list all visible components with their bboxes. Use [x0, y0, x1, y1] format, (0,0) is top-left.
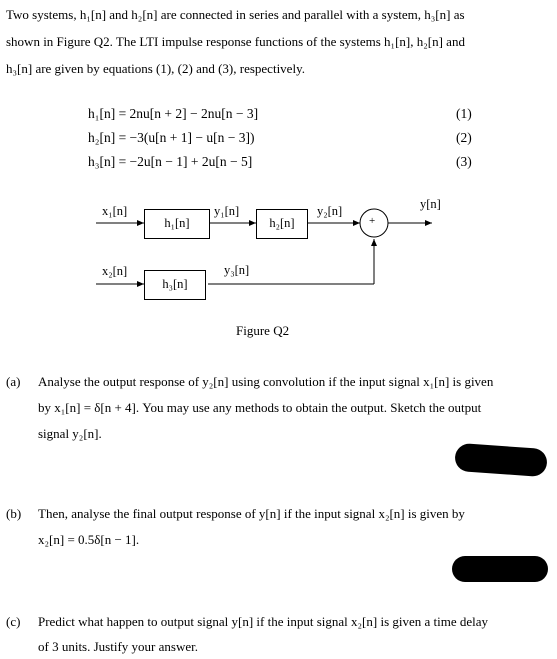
y3-label: y₃[n]	[224, 263, 250, 277]
question-a-label: (a)	[6, 374, 21, 389]
question-b-label: (b)	[6, 506, 22, 521]
h3-block: h₃[n]	[144, 270, 206, 300]
question-b-line-1: Then, analyse the final output response of y[n] if the input signal x₂[n] is given by	[38, 506, 465, 521]
equation-2-number: (2)	[456, 130, 472, 145]
question-a-line-3: signal y₂[n].	[38, 426, 102, 441]
question-a-line-2: by x₁[n] = δ[n + 4]. You may use any methods to obtain the output. Sketch the output	[38, 400, 482, 415]
equation-1: h₁[n] = 2nu[n + 2] − 2nu[n − 3]	[88, 106, 259, 121]
x2-label: x₂[n]	[102, 264, 128, 278]
x1-label: x₁[n]	[102, 204, 128, 218]
intro-line-3: h₃[n] are given by equations (1), (2) and (3), respectively.	[6, 61, 305, 76]
figure-caption: Figure Q2	[236, 323, 290, 338]
h2-block: h₂[n]	[256, 209, 308, 239]
intro-line-1: Two systems, h₁[n] and h₂[n] are connected in series and parallel with a system, h₃[n] as	[6, 7, 465, 22]
intro-line-2: shown in Figure Q2. The LTI impulse response functions of the systems h₁[n], h₂[n] and	[6, 34, 465, 49]
redaction-mark-2	[452, 556, 548, 582]
equation-2: h₂[n] = −3(u[n + 1] − u[n − 3])	[88, 130, 255, 145]
h1-block: h₁[n]	[144, 209, 210, 239]
question-c-line-1: Predict what happen to output signal y[n] if the input signal x₂[n] is given a time delay	[38, 614, 489, 629]
question-a-line-1: Analyse the output response of y₂[n] using convolution if the input signal x₁[n] is given	[38, 374, 494, 389]
question-c-label: (c)	[6, 614, 21, 629]
equation-3-number: (3)	[456, 154, 472, 169]
sum-sign: +	[369, 215, 376, 227]
y-label: y[n]	[420, 197, 441, 211]
equation-3: h₃[n] = −2u[n − 1] + 2u[n − 5]	[88, 154, 253, 169]
y1-label: y₁[n]	[214, 204, 240, 218]
y2-label: y₂[n]	[317, 204, 343, 218]
question-b-line-2: x₂[n] = 0.5δ[n − 1].	[38, 532, 140, 547]
equation-1-number: (1)	[456, 106, 472, 121]
question-c-line-2: of 3 units. Justify your answer.	[38, 639, 198, 654]
